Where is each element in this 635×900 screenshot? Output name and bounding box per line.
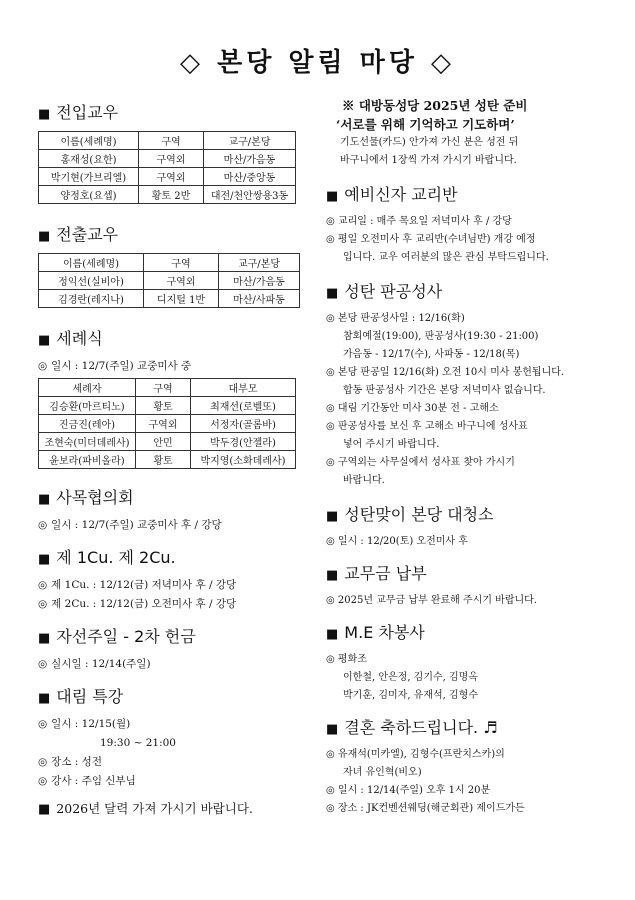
section-heading-transfer-out: ■ 전출교우 (38, 225, 119, 244)
table-row (39, 168, 296, 186)
table-cell: 박기현(가브리엘) (39, 168, 139, 186)
double-circle-icon: ◎ (326, 536, 335, 547)
square-bullet-icon: ■ (326, 286, 339, 301)
table-header-cell: 대부모 (191, 379, 296, 397)
christmas-prep-text-2: 바구니에서 1장씩 가져 가시기 바랍니다. (340, 155, 517, 166)
square-bullet-icon: ■ (38, 229, 51, 244)
christmas-prep-motto: ‘서로를 위해 기억하고 기도하며’ (336, 117, 515, 132)
table-cell: 정익선(실비아) (39, 272, 144, 290)
penance-line-10: 바랍니다. (343, 475, 385, 486)
double-circle-icon: ◎ (326, 457, 335, 468)
wedding-line-4: ◎ 장소 : JK컨벤션웨딩(해군회관) 제이드가든 (326, 803, 525, 814)
section-heading-advent-lecture: ■ 대림 특강 (38, 687, 124, 706)
table-cell: 구역외 (139, 150, 204, 168)
table-header-row (39, 379, 296, 397)
double-circle-icon: ◎ (38, 756, 48, 768)
table-header-cell: 교구/본당 (219, 254, 300, 272)
penance-line-4: ◎ 본당 판공일 12/16(화) 오전 10시 미사 봉헌됩니다. (326, 367, 565, 378)
penance-line-7: ◎ 판공성사를 보신 후 고해소 바구니에 성사표 (326, 421, 528, 432)
table-cell: 디지털 1반 (144, 290, 219, 308)
penance-line-8: 넣어 주시기 바랍니다. (343, 439, 440, 450)
double-circle-icon: ◎ (326, 403, 335, 414)
double-circle-icon: ◎ (326, 421, 335, 432)
table-header-cell: 이름(세례명) (39, 254, 144, 272)
table-cell: 구역외 (136, 415, 191, 433)
section-heading-dues: ■ 교무금 납부 (326, 564, 427, 583)
cleaning-line: ◎ 일시 : 12/20(토) 오전미사 후 (326, 536, 468, 547)
table-row (39, 290, 300, 308)
baptism-table (38, 378, 296, 469)
wedding-line-1: ◎ 유재석(미카엘), 김형수(프란치스카)의 (326, 749, 505, 760)
table-header-cell: 구역 (139, 132, 204, 150)
table-cell: 마산/가음동 (204, 150, 296, 168)
advent-lecture-speaker: ◎ 강사 : 주임 신부님 (38, 775, 136, 787)
section-heading-pastoral-council: ■ 사목협의회 (38, 488, 134, 507)
section-heading-wedding: ■ 결혼 축하드립니다. ♬ (326, 718, 498, 737)
section-heading-cu: ■ 제 1Cu. 제 2Cu. (38, 548, 176, 567)
square-bullet-icon: ■ (38, 107, 51, 122)
cu-line-2: ◎ 제 2Cu. : 12/12(금) 오전미사 후 / 강당 (38, 598, 237, 610)
double-circle-icon: ◎ (326, 367, 335, 378)
christmas-prep-text-1: 기도선물(카드) 안가져 가신 분은 성전 뒤 (340, 137, 519, 148)
table-cell: 김승환(마르티노) (39, 397, 136, 415)
section-heading-transfer-in: ■ 전입교우 (38, 103, 119, 122)
double-circle-icon: ◎ (326, 234, 335, 245)
square-bullet-icon: ■ (326, 722, 339, 737)
table-row (39, 186, 296, 204)
table-cell: 마산/가음동 (219, 272, 300, 290)
left-column (38, 100, 308, 819)
table-row (39, 272, 300, 290)
me-line-1: ◎ 평화조 (326, 654, 367, 665)
section-heading-me: ■ M.E 차봉사 (326, 623, 425, 642)
table-cell: 황토 (136, 451, 191, 469)
square-bullet-icon: ■ (38, 691, 51, 706)
double-circle-icon: ◎ (326, 216, 335, 227)
double-circle-icon: ◎ (326, 749, 335, 760)
table-header-cell: 구역 (144, 254, 219, 272)
square-bullet-icon: ■ (326, 189, 339, 204)
double-circle-icon: ◎ (38, 519, 48, 531)
advent-lecture-date: ◎ 일시 : 12/15(월) (38, 718, 131, 730)
table-cell: 서정자(골롬바) (191, 415, 296, 433)
catechumen-line-2: ◎ 평일 오전미사 후 교리반(수녀님반) 개강 예정 (326, 234, 536, 245)
table-header-cell: 이름(세례명) (39, 132, 139, 150)
penance-line-3: 가음동 - 12/17(수), 사파동 - 12/18(목) (343, 349, 520, 360)
wedding-line-2: 자녀 유인혁(비오) (343, 767, 422, 778)
double-circle-icon: ◎ (326, 595, 335, 606)
page-title: ◇ 본당 알림 마당 ◇ (180, 48, 455, 78)
transfer-out-table (38, 253, 300, 308)
table-header-row (39, 132, 296, 150)
penance-line-9: ◎ 구역외는 사무실에서 성사표 찾아 가시기 (326, 457, 515, 468)
table-cell: 윤보라(파비올라) (39, 451, 136, 469)
square-bullet-icon: ■ (38, 552, 51, 567)
square-bullet-icon: ■ (326, 627, 339, 642)
double-circle-icon: ◎ (38, 360, 48, 372)
advent-lecture-time: 19:30 ~ 21:00 (100, 737, 176, 749)
square-bullet-icon: ■ (38, 802, 51, 817)
double-circle-icon: ◎ (38, 718, 48, 730)
double-circle-icon: ◎ (326, 785, 335, 796)
table-row (39, 397, 296, 415)
penance-line-5: 합동 판공성사 기간은 본당 저녁미사 없습니다. (343, 385, 546, 396)
section-heading-cleaning: ■ 성탄맞이 본당 대청소 (326, 505, 494, 524)
table-header-row (39, 254, 300, 272)
double-circle-icon: ◎ (326, 803, 335, 814)
table-header-cell: 구역 (136, 379, 191, 397)
double-circle-icon: ◎ (38, 775, 48, 787)
table-header-cell: 교구/본당 (204, 132, 296, 150)
square-bullet-icon: ■ (38, 492, 51, 507)
double-circle-icon: ◎ (326, 654, 335, 665)
square-bullet-icon: ■ (38, 333, 51, 348)
double-circle-icon: ◎ (38, 579, 48, 591)
table-cell: 황토 2반 (139, 186, 204, 204)
double-circle-icon: ◎ (326, 313, 335, 324)
penance-line-1: ◎ 본당 판공성사일 : 12/16(화) (326, 313, 465, 324)
table-cell: 진금진(레아) (39, 415, 136, 433)
table-cell: 김경란(레지나) (39, 290, 144, 308)
dues-line: ◎ 2025년 교무금 납부 완료해 주시기 바랍니다. (326, 595, 538, 606)
me-line-2: 이한철, 안은정, 김기수, 김명옥 (343, 672, 478, 683)
transfer-in-table (38, 131, 296, 204)
table-cell: 마산/사파동 (219, 290, 300, 308)
table-cell: 최재선(로벨또) (191, 397, 296, 415)
table-row (39, 433, 296, 451)
table-cell: 구역외 (144, 272, 219, 290)
cu-line-1: ◎ 제 1Cu. : 12/12(금) 저녁미사 후 / 강당 (38, 579, 237, 591)
table-row (39, 451, 296, 469)
square-bullet-icon: ■ (326, 509, 339, 524)
penance-line-2: 참회예절(19:00), 판공성사(19:30 - 21:00) (343, 331, 539, 342)
double-circle-icon: ◎ (38, 658, 48, 670)
square-bullet-icon: ■ (38, 631, 51, 646)
wedding-line-3: ◎ 일시 : 12/14(주일) 오후 1시 20분 (326, 785, 491, 796)
table-row (39, 415, 296, 433)
table-row (39, 150, 296, 168)
christmas-prep-title: ※ 대방동성당 2025년 성탄 준비 (342, 98, 528, 113)
charity-line: ◎ 실시일 : 12/14(주일) (38, 658, 151, 670)
table-cell: 양정호(요셉) (39, 186, 139, 204)
calendar-notice: ■ 2026년 달력 가져 가시기 바랍니다. (38, 801, 253, 817)
table-cell: 조현숙(미더데레사) (39, 433, 136, 451)
penance-line-6: ◎ 대림 기간동안 미사 30분 전 - 고해소 (326, 403, 499, 414)
table-cell: 안민 (136, 433, 191, 451)
advent-lecture-place: ◎ 장소 : 성전 (38, 756, 102, 768)
table-cell: 황토 (136, 397, 191, 415)
square-bullet-icon: ■ (326, 568, 339, 583)
me-line-3: 박기훈, 김미자, 유재석, 김형수 (343, 690, 478, 701)
section-heading-charity: ■ 자선주일 - 2차 헌금 (38, 627, 196, 646)
baptism-date: ◎ 일시 : 12/7(주일) 교중미사 중 (38, 360, 192, 372)
section-heading-baptism: ■ 세례식 (38, 329, 103, 348)
table-cell: 박두경(안젤라) (191, 433, 296, 451)
table-cell: 홍재성(요한) (39, 150, 139, 168)
table-cell: 마산/중앙동 (204, 168, 296, 186)
pastoral-council-line: ◎ 일시 : 12/7(주일) 교중미사 후 / 강당 (38, 519, 222, 531)
table-cell: 구역외 (139, 168, 204, 186)
catechumen-line-3: 입니다. 교우 여러분의 많은 관심 부탁드립니다. (343, 252, 549, 263)
section-heading-catechumen: ■ 예비신자 교리반 (326, 185, 458, 204)
right-column (326, 100, 616, 818)
catechumen-line-1: ◎ 교리일 : 매주 목요일 저녁미사 후 / 강당 (326, 216, 512, 227)
table-header-cell: 세례자 (39, 379, 136, 397)
table-cell: 대전/천안쌍용3동 (204, 186, 296, 204)
double-circle-icon: ◎ (38, 598, 48, 610)
section-heading-penance: ■ 성탄 판공성사 (326, 282, 443, 301)
table-cell: 박지영(소화데레사) (191, 451, 296, 469)
